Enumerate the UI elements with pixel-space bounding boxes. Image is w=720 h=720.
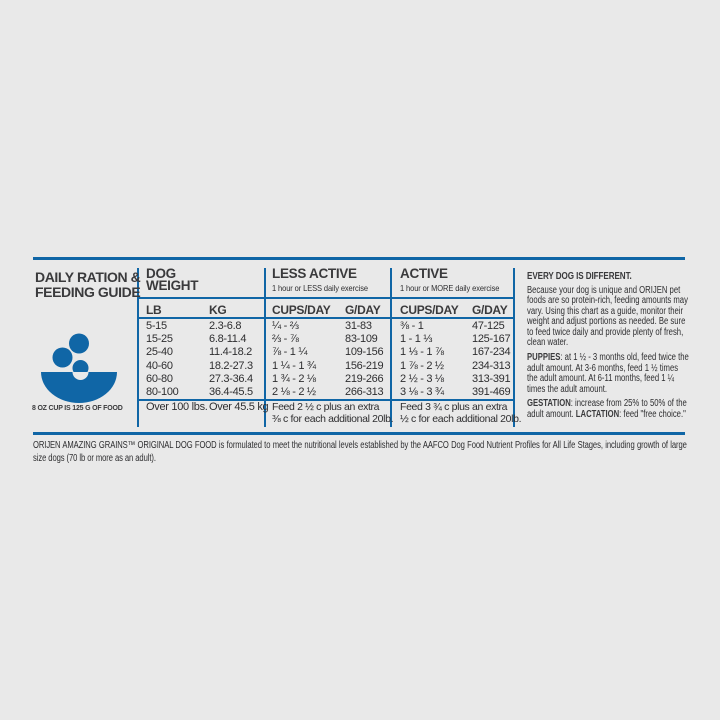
feed-note-line1: Feed 3 ¾ c plus an extra xyxy=(400,401,508,413)
table-row xyxy=(400,346,510,359)
bottom-rule xyxy=(33,432,685,435)
info-paragraph-gestation xyxy=(527,399,690,420)
cups-value: 2 ⅛ - 2 ½ xyxy=(272,386,316,399)
table-row xyxy=(146,346,253,359)
table-row xyxy=(272,386,383,399)
lb-value: 40-60 xyxy=(146,359,173,372)
top-rule xyxy=(33,257,685,260)
lb-value: 15-25 xyxy=(146,332,173,345)
cups-value: ¼ - ⅔ xyxy=(272,319,299,332)
grams-value: 234-313 xyxy=(472,359,511,372)
grams-value: 167-234 xyxy=(472,346,511,359)
grams-value: 31-83 xyxy=(345,319,372,332)
less-active-subheading: 1 hour or LESS daily exercise xyxy=(272,282,368,293)
table-row xyxy=(272,373,383,386)
kg-value: 36.4-45.5 xyxy=(209,386,253,399)
table-row xyxy=(400,373,510,386)
dog-food-bowl-icon xyxy=(40,331,118,404)
feed-note-line2: ½ c for each additional 20lb. xyxy=(400,413,522,426)
table-row xyxy=(400,386,510,399)
page-title-line2: FEEDING GUIDE xyxy=(35,283,141,300)
cups-value: 1 ¾ - 2 ⅛ xyxy=(272,372,316,385)
active-heading: ACTIVE xyxy=(400,266,448,281)
kg-value: 11.4-18.2 xyxy=(209,346,252,359)
table-row xyxy=(272,360,383,373)
table-row xyxy=(400,360,510,373)
lactation-text: : feed "free choice." xyxy=(619,409,686,421)
info-column xyxy=(527,271,690,425)
cups-value: 1 ⅓ - 1 ⅞ xyxy=(400,346,444,359)
feed-note-line1: Feed 2 ½ c plus an extra xyxy=(272,401,380,413)
cups-value: 1 - 1 ⅓ xyxy=(400,332,433,345)
cups-value: 1 ¼ - 1 ¾ xyxy=(272,359,316,372)
over-weight-row xyxy=(146,401,268,413)
less-active-feed-note xyxy=(272,401,393,426)
less-active-section-heading xyxy=(272,268,381,293)
cups-value: ⅜ - 1 xyxy=(400,319,424,332)
cups-value: 1 ⅞ - 2 ½ xyxy=(400,359,444,372)
table-row xyxy=(272,346,383,359)
kg-value: 18.2-27.3 xyxy=(209,359,253,372)
weight-heading-line1: DOG xyxy=(146,266,176,281)
grams-value: 156-219 xyxy=(345,359,384,372)
column-label-cups-active: CUPS/DAY xyxy=(400,303,459,317)
grams-value: 219-266 xyxy=(345,372,384,385)
lb-value: 25-40 xyxy=(146,346,173,359)
active-rows xyxy=(400,320,510,400)
lb-value: 80-100 xyxy=(146,386,179,399)
table-row xyxy=(146,360,253,373)
feed-note-line2: ⅜ c for each additional 20lb. xyxy=(272,413,394,426)
kg-value: 6.8-11.4 xyxy=(209,332,247,345)
rule-under-headings xyxy=(137,297,515,299)
table-row xyxy=(400,333,510,346)
active-subheading: 1 hour or MORE daily exercise xyxy=(400,282,500,293)
active-section-heading xyxy=(400,268,513,293)
grams-value: 83-109 xyxy=(345,332,378,345)
less-active-heading: LESS ACTIVE xyxy=(272,266,357,281)
puppies-text: : at 1 ½ - 3 months old, feed twice the adult amount. At 3-6 months, feed 1 ½ times the adult amount. At 6-11 months, feed 1 ¼ times the adult amount. xyxy=(527,352,689,395)
table-row xyxy=(146,386,253,399)
active-feed-note xyxy=(400,401,521,426)
column-label-cups-less: CUPS/DAY xyxy=(272,303,331,317)
gestation-label: GESTATION xyxy=(527,398,571,410)
weight-rows xyxy=(146,320,253,400)
lb-value: 60-80 xyxy=(146,372,173,385)
less-active-rows xyxy=(272,320,383,400)
table-row xyxy=(400,320,510,333)
puppies-label: PUPPIES xyxy=(527,352,561,364)
table-row xyxy=(146,320,253,333)
column-label-kg: KG xyxy=(209,303,227,317)
column-label-g-active: G/DAY xyxy=(472,303,508,317)
kg-value: 2.3-6.8 xyxy=(209,319,242,332)
cups-value: 2 ½ - 3 ⅛ xyxy=(400,372,444,385)
table-row xyxy=(146,373,253,386)
grams-value: 391-469 xyxy=(472,386,511,399)
lactation-label: LACTATION xyxy=(575,409,620,421)
grams-value: 47-125 xyxy=(472,319,505,332)
info-paragraph-puppies xyxy=(527,353,690,395)
grams-value: 109-156 xyxy=(345,346,384,359)
column-label-lb: LB xyxy=(146,303,162,317)
gestation-text: : increase from 25% to 50% of the adult amount. xyxy=(527,398,687,421)
table-row xyxy=(146,333,253,346)
over-kg-value: Over 45.5 kg xyxy=(209,401,269,413)
cups-value: ⅔ - ⅞ xyxy=(272,332,299,345)
grams-value: 266-313 xyxy=(345,386,384,399)
cups-value: ⅞ - 1 ¼ xyxy=(272,346,308,359)
column-label-g-less: G/DAY xyxy=(345,303,381,317)
cups-value: 3 ⅛ - 3 ¾ xyxy=(400,386,444,399)
grams-value: 125-167 xyxy=(472,332,511,345)
aafco-statement: ORIJEN AMAZING GRAINS™ ORIGINAL DOG FOOD is formulated to meet the nutritional levels established by the AAFCO Dog Food Nutrient Profiles for All Life Stages, including growth of large size dogs (70 lb or more as an adult). xyxy=(33,440,687,465)
table-row xyxy=(272,320,383,333)
cup-measure-note: 8 OZ CUP IS 125 G OF FOOD xyxy=(32,405,123,412)
lb-value: 5-15 xyxy=(146,319,167,332)
kg-value: 27.3-36.4 xyxy=(209,372,253,385)
grams-value: 313-391 xyxy=(472,372,511,385)
page-title-line1: DAILY RATION & xyxy=(35,269,141,285)
weight-section-heading xyxy=(146,268,198,291)
page-title xyxy=(35,270,140,299)
over-lb-value: Over 100 lbs. xyxy=(146,401,208,413)
info-paragraph-general: Because your dog is unique and ORIJEN pet foods are so protein-rich, feeding amounts may vary. Using this chart as a guide, monitor their weight and adjust portions as needed. Be sure to feed twice daily and provide plenty of fresh, clean water. xyxy=(527,284,688,349)
info-heading: EVERY DOG IS DIFFERENT. xyxy=(527,270,632,282)
weight-heading-line2: WEIGHT xyxy=(146,277,199,293)
table-row xyxy=(272,333,383,346)
